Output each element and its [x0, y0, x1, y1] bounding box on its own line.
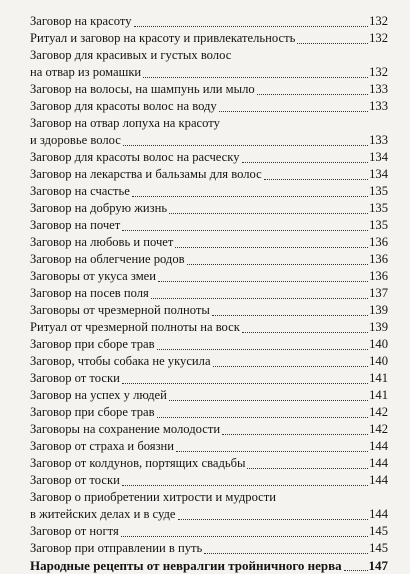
- toc-entry-title: Заговор на почет: [30, 218, 121, 232]
- toc-entry: [30, 302, 388, 319]
- toc-page-number: 133: [369, 82, 388, 96]
- toc-page-number: 135: [369, 201, 388, 215]
- toc-line: [30, 13, 388, 30]
- toc-entry-title: на отвар из ромашки: [30, 65, 142, 79]
- toc-entry: [30, 404, 388, 421]
- toc-entry: [30, 234, 388, 251]
- toc-entry: [30, 336, 388, 353]
- toc-entry: [30, 47, 388, 81]
- toc-entry: [30, 149, 388, 166]
- toc-entry: [30, 251, 388, 268]
- toc-entry-title: Заговор на отвар лопуха на красоту: [30, 116, 220, 130]
- dot-leader: [242, 331, 368, 333]
- dot-leader: [158, 280, 368, 282]
- toc-page-number: 139: [369, 320, 388, 334]
- toc-entry-title: Заговор от тоски: [30, 473, 120, 487]
- toc-line: [30, 149, 388, 166]
- dot-leader: [169, 399, 368, 401]
- dot-leader: [204, 552, 368, 554]
- toc-line: [30, 421, 388, 438]
- toc-page-number: 136: [369, 252, 388, 266]
- toc-line: [30, 489, 388, 506]
- toc-page-number: 132: [369, 65, 388, 79]
- dot-leader: [121, 535, 368, 537]
- toc-page-number: 135: [369, 184, 388, 198]
- toc-page-number: 132: [369, 31, 388, 45]
- dot-leader: [264, 178, 368, 180]
- toc-entry-title: Заговор для красоты волос на воду: [30, 99, 217, 113]
- toc-line: [30, 540, 388, 557]
- dot-leader: [222, 433, 368, 435]
- toc-line: [30, 387, 388, 404]
- toc-entry-title: Ритуал от чрезмерной полноты на воск: [30, 320, 240, 334]
- toc-page-number: 145: [369, 524, 388, 538]
- dot-leader: [178, 518, 369, 520]
- dot-leader: [187, 263, 369, 265]
- toc-entry: [30, 30, 388, 47]
- toc-entry: [30, 353, 388, 370]
- toc-entry-title: Заговор от тоски: [30, 371, 120, 385]
- toc-line: [30, 81, 388, 98]
- toc-entry-title: Заговор от страха и боязни: [30, 439, 175, 453]
- toc-line: [30, 268, 388, 285]
- toc-page-number: 144: [369, 439, 388, 453]
- toc-entry-title: Заговор на волосы, на шампунь или мыло: [30, 82, 255, 96]
- toc-entry-title: Заговоры от укуса змеи: [30, 269, 157, 283]
- toc-entry: [30, 472, 388, 489]
- toc-page-number: 144: [369, 507, 388, 521]
- toc-line: [30, 438, 388, 455]
- toc-entry: [30, 13, 388, 30]
- toc-line: [30, 302, 388, 319]
- toc-entry-title: Заговоры от чрезмерной полноты: [30, 303, 210, 317]
- table-of-contents: [30, 13, 388, 573]
- toc-line: [30, 64, 388, 81]
- dot-leader: [257, 93, 368, 95]
- dot-leader: [169, 212, 368, 214]
- toc-entry-title: Заговор на красоту: [30, 14, 132, 28]
- toc-line: [30, 370, 388, 387]
- toc-entry-title: Заговор при отправлении в путь: [30, 541, 203, 555]
- toc-entry: [30, 81, 388, 98]
- toc-entry: [30, 523, 388, 540]
- toc-page-number: 137: [369, 286, 388, 300]
- toc-entry: [30, 115, 388, 149]
- toc-entry-title: и здоровье волос: [30, 133, 121, 147]
- toc-page-number: 134: [369, 150, 388, 164]
- toc-entry: [30, 455, 388, 472]
- toc-page-number: 132: [369, 14, 388, 28]
- toc-entry-title: Заговор на лекарства и бальзамы для волос: [30, 167, 262, 181]
- toc-page-number: 145: [369, 541, 388, 555]
- toc-line: [30, 319, 388, 336]
- toc-entry: [30, 438, 388, 455]
- toc-line: [30, 200, 388, 217]
- dot-leader: [132, 195, 368, 197]
- dot-leader: [123, 144, 368, 146]
- toc-page-number: 141: [369, 371, 388, 385]
- toc-line: [30, 132, 388, 149]
- toc-line: [30, 353, 388, 370]
- toc-page-number: 144: [369, 473, 388, 487]
- toc-entry: [30, 540, 388, 557]
- toc-page-number: 141: [369, 388, 388, 402]
- toc-entry: [30, 319, 388, 336]
- toc-page-number: 133: [369, 133, 388, 147]
- toc-entry-title: Заговор, чтобы собака не укусила: [30, 354, 211, 368]
- toc-entry-title: Заговор от ногтя: [30, 524, 119, 538]
- toc-entry: [30, 200, 388, 217]
- toc-line: [30, 183, 388, 200]
- toc-line: [30, 506, 388, 523]
- toc-line: [30, 404, 388, 421]
- toc-entry-title: Заговор для красивых и густых волос: [30, 48, 232, 62]
- dot-leader: [122, 382, 368, 384]
- dot-leader: [157, 416, 369, 418]
- toc-entry-title: Народные рецепты от невралгии тройничного нерва: [30, 558, 342, 573]
- toc-line: [30, 217, 388, 234]
- toc-line: [30, 47, 388, 64]
- dot-leader: [122, 229, 368, 231]
- toc-entry: [30, 489, 388, 523]
- toc-page-number: 147: [368, 558, 388, 573]
- dot-leader: [176, 450, 368, 452]
- toc-entry: [30, 421, 388, 438]
- toc-entry: [30, 370, 388, 387]
- toc-page-number: 142: [369, 405, 388, 419]
- toc-entry-title: Заговор на успех у людей: [30, 388, 167, 402]
- toc-page-number: 135: [369, 218, 388, 232]
- toc-entry-title: Заговор для красоты волос на расческу: [30, 150, 240, 164]
- toc-line: [30, 285, 388, 302]
- toc-entry-title: Заговор от колдунов, портящих свадьбы: [30, 456, 246, 470]
- dot-leader: [122, 484, 368, 486]
- toc-entry-title: Заговор на любовь и почет: [30, 235, 174, 249]
- dot-leader: [157, 348, 369, 350]
- toc-page-number: 133: [369, 99, 388, 113]
- dot-leader: [151, 297, 368, 299]
- dot-leader: [212, 314, 368, 316]
- toc-entry-title: Заговор о приобретении хитрости и мудрости: [30, 490, 277, 504]
- toc-line: [30, 98, 388, 115]
- toc-line: [30, 455, 388, 472]
- toc-page-number: 140: [369, 337, 388, 351]
- dot-leader: [143, 76, 368, 78]
- toc-line: [30, 557, 388, 574]
- toc-page-number: 136: [369, 269, 388, 283]
- toc-page-number: 140: [369, 354, 388, 368]
- toc-line: [30, 30, 388, 47]
- dot-leader: [247, 467, 368, 469]
- toc-entry: [30, 217, 388, 234]
- toc-entry: [30, 98, 388, 115]
- toc-line: [30, 115, 388, 132]
- toc-entry: [30, 387, 388, 404]
- dot-leader: [134, 25, 369, 27]
- toc-entry: [30, 166, 388, 183]
- dot-leader: [213, 365, 369, 367]
- toc-entry-title: Ритуал и заговор на красоту и привлекательность: [30, 31, 296, 45]
- dot-leader: [242, 161, 369, 163]
- toc-entry-title: Заговор на счастье: [30, 184, 130, 198]
- toc-entry-title: Заговор при сборе трав: [30, 337, 155, 351]
- toc-entry: [30, 557, 388, 574]
- toc-entry-title: Заговор на облегчение родов: [30, 252, 185, 266]
- toc-entry: [30, 268, 388, 285]
- toc-page-number: 136: [369, 235, 388, 249]
- dot-leader: [297, 42, 368, 44]
- toc-line: [30, 234, 388, 251]
- toc-page-number: 144: [369, 456, 388, 470]
- dot-leader: [175, 246, 368, 248]
- toc-line: [30, 251, 388, 268]
- toc-entry-title: Заговор на посев поля: [30, 286, 149, 300]
- dot-leader: [219, 110, 368, 112]
- toc-page-number: 142: [369, 422, 388, 436]
- toc-line: [30, 472, 388, 489]
- toc-entry-title: в житейских делах и в суде: [30, 507, 176, 521]
- toc-entry-title: Заговор при сборе трав: [30, 405, 155, 419]
- toc-entry: [30, 183, 388, 200]
- toc-line: [30, 336, 388, 353]
- toc-page-number: 134: [369, 167, 388, 181]
- toc-line: [30, 166, 388, 183]
- toc-line: [30, 523, 388, 540]
- toc-entry-title: Заговор на добрую жизнь: [30, 201, 168, 215]
- toc-entry-title: Заговоры на сохранение молодости: [30, 422, 221, 436]
- dot-leader: [344, 569, 368, 571]
- toc-page-number: 139: [369, 303, 388, 317]
- toc-entry: [30, 285, 388, 302]
